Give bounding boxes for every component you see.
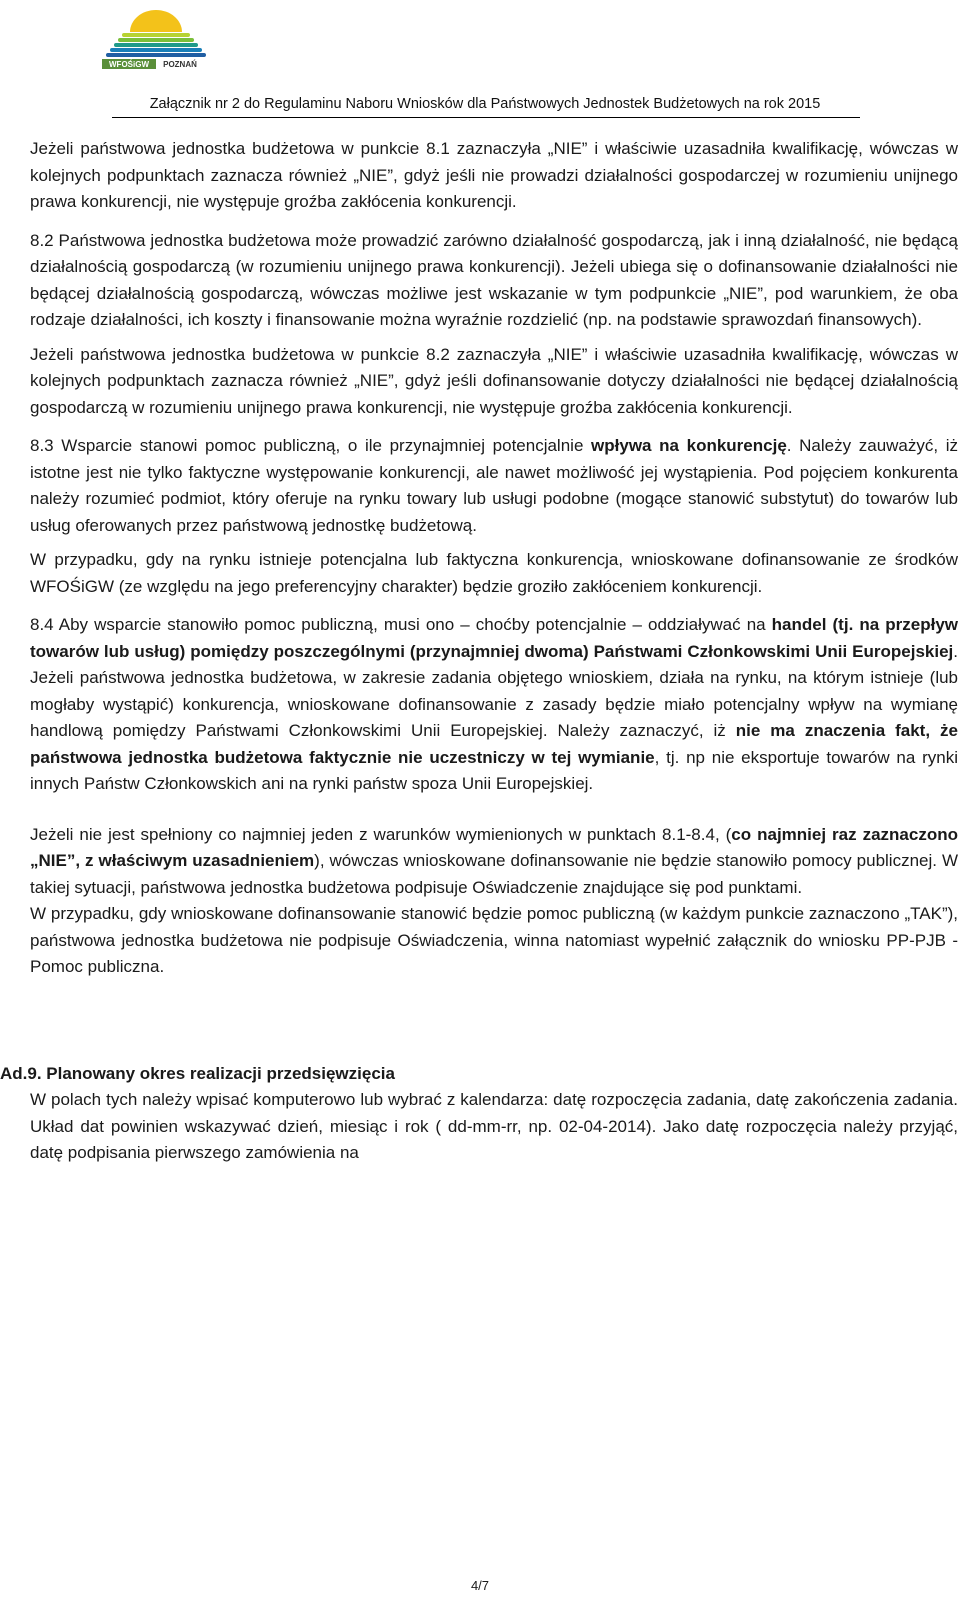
header-divider xyxy=(112,117,860,118)
paragraph-8-3: 8.3 Wsparcie stanowi pomoc publiczną, o ile przynajmniej potencjalnie wpływa na konkurencję. Należy zauważyć, iż istotne jest nie tylko faktyczne występowanie konkurencji, ale nawet możliwość jej wystąpienia. Pod pojęciem konkurenta należy rozumieć podmiot, który oferuje na rynku towary lub usługi podobne (mogące stanowić substytut) do towarów lub usług oferowanych przez państwową jednostkę budżetową. xyxy=(30,436,959,535)
svg-text:WFOŚiGW: WFOŚiGW xyxy=(109,60,149,69)
paragraph-8-2: 8.2 Państwowa jednostka budżetowa może prowadzić zarówno działalność gospodarczą, jak i inną działalność, nie będącą działalnością gospodarczą (w rozumieniu unijnego prawa konkurencji). Jeżeli ubiega się o dofinansowanie działalności nie będącej działalnością gospodarczą, wówczas możliwe jest wskazanie w tym podpunkcie „NIE”, pod warunkiem, że oba rodzaje działalności, ich koszty i finansowanie można wyraźnie rozdzielić (np. na podstawie sprawozdań finansowych). xyxy=(30,230,958,329)
paragraph-summary: Jeżeli nie jest spełniony co najmniej jeden z warunków wymienionych w punktach 8.1-8.4, (co najmniej raz zaznaczono „NIE”, z właściwym uzasadnieniem), wówczas wnioskowane dofinansowanie nie będzie stanowiło pomocy publicznej. W takiej sytuacji, państwowa jednostka budżetowa podpisuje Oświadczenie znajdujące się pod punktami. xyxy=(30,824,958,897)
paragraph-8-4: 8.4 Aby wsparcie stanowiło pomoc publiczną, musi ono – choćby potencjalnie – oddziaływać na handel (tj. na przepływ towarów lub usług) pomiędzy poszczególnymi (przynajmniej dwoma) Państwami Członkowskimi Unii Europejskiej. Jeżeli państwowa jednostka budżetowa, w zakresie zadania objętego wnioskiem, działa na rynku, na którym istnieje (lub mogłaby wystąpić) konkurencja, wnioskowane dofinansowanie z zasady będzie miało potencjalny wpływ na wymianę handlową pomiędzy Państwami Członkowskimi Unii Europejskiej. Należy zaznaczyć, iż nie ma znaczenia fakt, że państwowa jednostka budżetowa faktycznie nie uczestniczy w tej wymianie, tj. np nie eksportuje towarów na rynki innych Państw Członkowskich ani na rynki państw spoza Unii Europejskiej. xyxy=(30,615,958,793)
paragraph-ad9: W polach tych należy wpisać komputerowo lub wybrać z kalendarza: datę rozpoczęcia zadania, datę zakończenia zadania. Układ dat powinien wskazywać dzień, miesiąc i rok ( dd-mm-rr, np. 02-04-2014). Jako datę rozpoczęcia należy przyjąć, datę podpisania pierwszego zamówienia na xyxy=(30,1090,958,1162)
document-body xyxy=(0,136,959,1167)
paragraph-8-1-note: Jeżeli państwowa jednostka budżetowa w punkcie 8.1 zaznaczyła „NIE” i właściwie uzasadniła kwalifikację, wówczas w kolejnych podpunktach zaznacza również „NIE”, gdyż jeśli nie prowadzi działalności gospodarczej w rozumieniu unijnego prawa konkurencji, nie występuje groźba zakłócenia konkurencji. xyxy=(30,139,958,211)
section-heading: Ad.9. Planowany okres realizacji przedsięwzięcia xyxy=(0,1063,395,1083)
header-title: Załącznik nr 2 do Regulaminu Naboru Wniosków dla Państwowych Jednostek Budżetowych na rok 2015 xyxy=(149,96,821,112)
paragraph-8-2-note: Jeżeli państwowa jednostka budżetowa w punkcie 8.2 zaznaczyła „NIE” i właściwie uzasadniła kwalifikację, wówczas w kolejnych podpunktach zaznacza również „NIE”, gdyż jeśli dofinansowanie dotyczy działalności nie będącej działalnością gospodarczą w rozumieniu unijnego prawa konkurencji, nie występuje groźba zakłócenia konkurencji. xyxy=(30,344,958,417)
paragraph-public-aid: W przypadku, gdy wnioskowane dofinansowanie stanowić będzie pomoc publiczną (w każdym punkcie zaznaczono „TAK”), państwowa jednostka budżetowa nie podpisuje Oświadczenia, winna natomiast wypełnić załącznik do wniosku PP-PJB - Pomoc publiczna. xyxy=(30,904,958,976)
paragraph-8-3-note: W przypadku, gdy na rynku istnieje potencjalna lub faktyczna konkurencja, wnioskowane dofinansowanie ze środków WFOŚiGW (ze względu na jego preferencyjny charakter) będzie groziło zakłóceniem konkurencji. xyxy=(30,550,958,596)
svg-text:POZNAŃ: POZNAŃ xyxy=(163,60,197,69)
wfosigw-logo xyxy=(100,8,212,70)
page-number: 4/7 xyxy=(470,1578,490,1593)
